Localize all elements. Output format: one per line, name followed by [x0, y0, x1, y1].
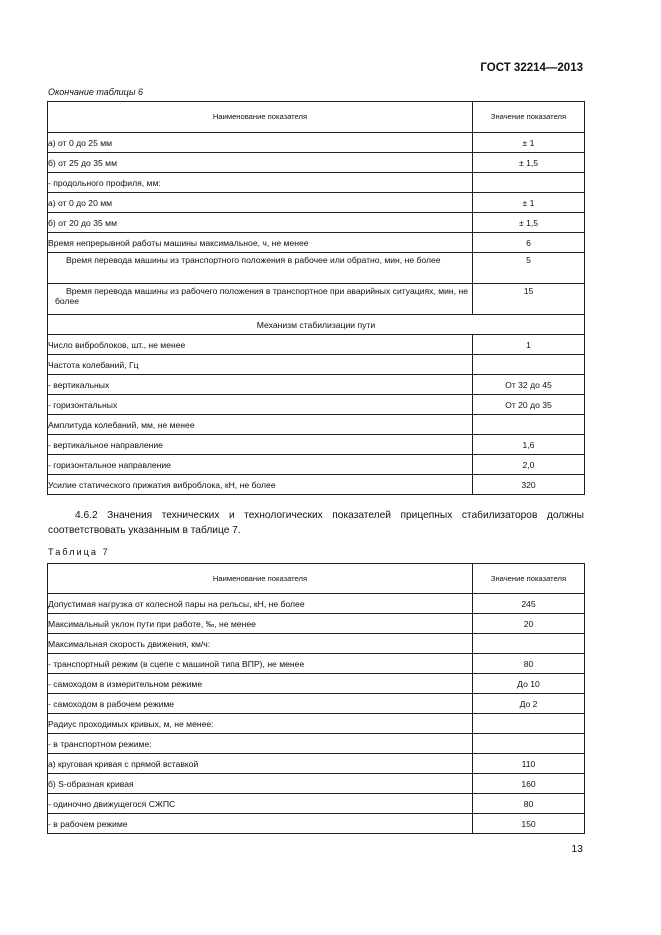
table-row — [48, 674, 585, 694]
row-value: 1,6 — [473, 435, 585, 455]
column-header-name: Наименование показателя — [48, 564, 473, 594]
table-row — [48, 435, 585, 455]
row-name: Допустимая нагрузка от колесной пары на рельсы, кН, не более — [48, 594, 473, 614]
row-name: Число виброблоков, шт., не менее — [48, 335, 473, 355]
table-row — [48, 754, 585, 774]
row-value: До 10 — [473, 674, 585, 694]
row-name: Усилие статического прижатия виброблока, кН, не более — [48, 475, 473, 495]
row-value: 80 — [473, 794, 585, 814]
table-row — [48, 153, 585, 173]
row-name: Максимальная скорость движения, км/ч: — [48, 634, 473, 654]
row-value: 6 — [473, 233, 585, 253]
row-name: а) круговая кривая с прямой вставкой — [48, 754, 473, 774]
table-row — [48, 415, 585, 435]
row-value: ± 1 — [473, 193, 585, 213]
row-value — [473, 714, 585, 734]
row-value: ± 1,5 — [473, 153, 585, 173]
table-row — [48, 284, 585, 315]
row-name: Амплитуда колебаний, мм, не менее — [48, 415, 473, 435]
row-value: 245 — [473, 594, 585, 614]
row-name: - вертикальных — [48, 375, 473, 395]
table-row — [48, 774, 585, 794]
table-row — [48, 213, 585, 233]
row-name: - самоходом в рабочем режиме — [48, 694, 473, 714]
column-header-name: Наименование показателя — [48, 102, 473, 133]
row-value: 150 — [473, 814, 585, 834]
table-row — [48, 714, 585, 734]
row-value — [473, 173, 585, 193]
section-heading: Механизм стабилизации пути — [48, 315, 585, 335]
row-value — [473, 634, 585, 654]
row-name: Время перевода машины из транспортного положения в рабочее или обратно, мин, не более — [48, 253, 473, 284]
row-value: ± 1 — [473, 133, 585, 153]
row-name: - в рабочем режиме — [48, 814, 473, 834]
table-row — [48, 133, 585, 153]
row-name: б) от 20 до 35 мм — [48, 213, 473, 233]
row-value: 5 — [473, 253, 585, 284]
row-value — [473, 415, 585, 435]
row-value: 1 — [473, 335, 585, 355]
table-row — [48, 233, 585, 253]
row-value: До 2 — [473, 694, 585, 714]
row-value: ± 1,5 — [473, 213, 585, 233]
row-value — [473, 355, 585, 375]
row-value: 160 — [473, 774, 585, 794]
table-7-caption: Таблица 7 — [48, 547, 110, 557]
row-value — [473, 734, 585, 754]
row-value: 80 — [473, 654, 585, 674]
row-name: а) от 0 до 25 мм — [48, 133, 473, 153]
row-name: Время перевода машины из рабочего положения в транспортное при аварийных ситуациях, мин, не более — [48, 284, 473, 315]
row-name: - одиночно движущегося СЖПС — [48, 794, 473, 814]
page-number: 13 — [571, 843, 583, 855]
table-row — [48, 395, 585, 415]
table-row — [48, 654, 585, 674]
row-name: Радиус проходимых кривых, м, не менее: — [48, 714, 473, 734]
row-value: 15 — [473, 284, 585, 315]
column-header-value: Значение показателя — [473, 564, 585, 594]
row-name: - продольного профиля, мм: — [48, 173, 473, 193]
table-header-row — [48, 102, 585, 133]
table-row — [48, 475, 585, 495]
row-name: Время непрерывной работы машины максимальное, ч, не менее — [48, 233, 473, 253]
table-row — [48, 335, 585, 355]
table-row — [48, 253, 585, 284]
table-row — [48, 634, 585, 654]
table-row — [48, 173, 585, 193]
table-row — [48, 375, 585, 395]
row-name: б) S-образная кривая — [48, 774, 473, 794]
table-row — [48, 594, 585, 614]
table-row — [48, 734, 585, 754]
row-name: - горизонтальных — [48, 395, 473, 415]
row-name: - транспортный режим (в сцепе с машиной типа ВПР), не менее — [48, 654, 473, 674]
table-row — [48, 694, 585, 714]
row-name: Максимальный уклон пути при работе, ‰, не менее — [48, 614, 473, 634]
row-name: а) от 0 до 20 мм — [48, 193, 473, 213]
paragraph-4-6-2: 4.6.2 Значения технических и технологических показателей прицепных стабилизаторов должны соответствовать указанным в таблице 7. — [48, 510, 584, 536]
row-value: От 32 до 45 — [473, 375, 585, 395]
row-value: 110 — [473, 754, 585, 774]
table-header-row — [48, 564, 585, 594]
table-row — [48, 794, 585, 814]
row-value: 2,0 — [473, 455, 585, 475]
row-name: Частота колебаний, Гц — [48, 355, 473, 375]
table-7 — [47, 563, 585, 834]
column-header-value: Значение показателя — [473, 102, 585, 133]
table-section-row — [48, 315, 585, 335]
table-row — [48, 193, 585, 213]
table-6 — [47, 101, 585, 495]
row-value: 20 — [473, 614, 585, 634]
row-value: 320 — [473, 475, 585, 495]
table-row — [48, 614, 585, 634]
row-value: От 20 до 35 — [473, 395, 585, 415]
row-name: - самоходом в измерительном режиме — [48, 674, 473, 694]
table-6-caption: Окончание таблицы 6 — [48, 87, 143, 97]
table-row — [48, 455, 585, 475]
table-row — [48, 355, 585, 375]
row-name: - горизонтальное направление — [48, 455, 473, 475]
document-code: ГОСТ 32214—2013 — [480, 62, 583, 74]
row-name: - в транспортном режиме: — [48, 734, 473, 754]
table-row — [48, 814, 585, 834]
row-name: б) от 25 до 35 мм — [48, 153, 473, 173]
row-name: - вертикальное направление — [48, 435, 473, 455]
